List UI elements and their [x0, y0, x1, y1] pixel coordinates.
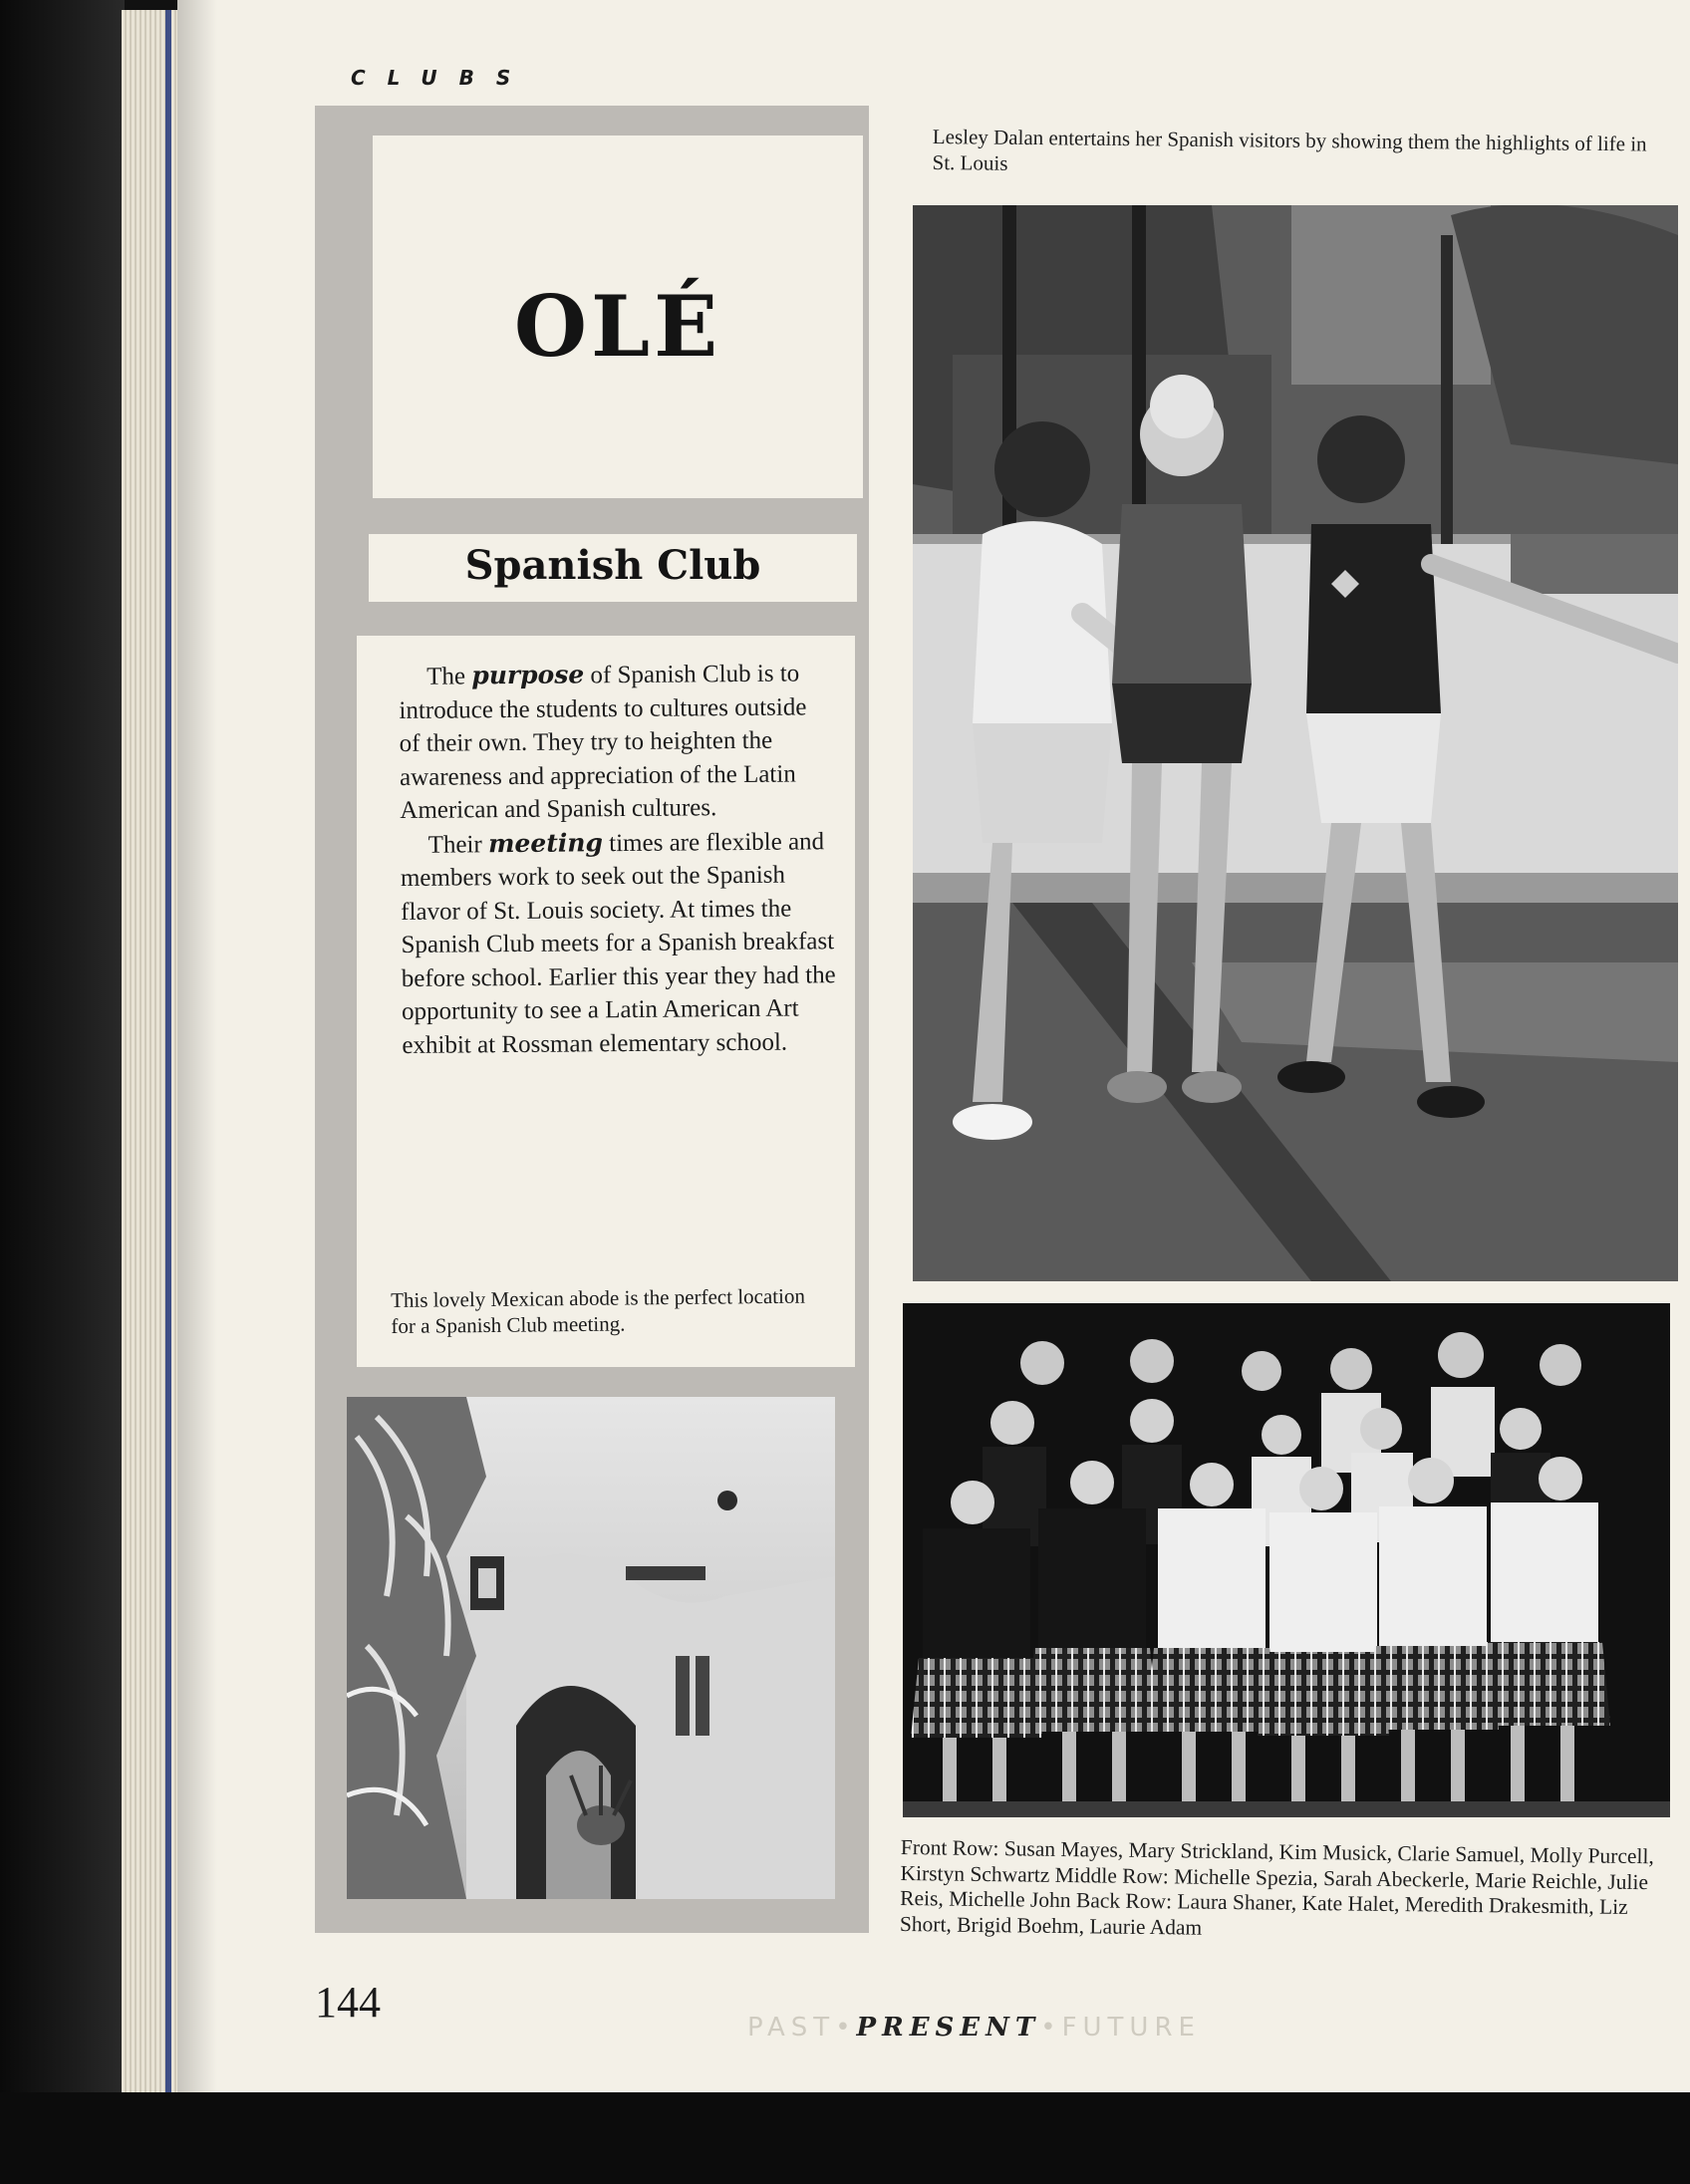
archway-photo [347, 1397, 835, 1899]
page-footer [747, 2013, 1201, 2043]
street-photo-illustration [913, 205, 1678, 1281]
book-spine-shadow [0, 0, 125, 2184]
paragraph-purpose [399, 656, 834, 827]
page-number: 144 [315, 1978, 381, 2027]
keyword-purpose: purpose [471, 660, 585, 690]
text: times are flexible and members work to seek out the Spanish flavor of St. Louis society. At times the Spanish Club meets for a Spanish breakfast before school. Earlier this year they had the opportunity to see a Latin American Art exhibit at Rossman elementary school. [400, 827, 836, 1059]
text: of Spanish Club is to introduce the students to cultures outside of their own. They try to heighten the awareness and appreciation of the Latin American and Spanish cultures. [399, 660, 807, 824]
club-name: Spanish Club [464, 542, 761, 589]
street-photo [913, 205, 1678, 1281]
group-photo-caption: Front Row: Susan Mayes, Mary Strickland, Kim Musick, Clarie Samuel, Molly Purcell, Kirstyn Schwartz Middle Row: Michelle Spezia, Sarah Abeckerle, Marie Reichle, Julie Reis, Michelle John Back Row: Laura Shaner, Kate Halet, Meredith Drakesmith, Liz Short, Brigid Boehm, Laurie Adam [899, 1835, 1654, 1940]
section-label: CLUBS [351, 66, 533, 90]
archway-photo-illustration [347, 1397, 835, 1899]
gutter-shadow [177, 0, 217, 2092]
club-description [399, 656, 837, 1062]
cover-edge [165, 10, 171, 2102]
keyword-meeting: meeting [487, 827, 604, 858]
group-photo-illustration [903, 1303, 1670, 1817]
text: Their [427, 830, 489, 859]
title-box [373, 136, 863, 498]
footer-future: FUTURE [1061, 2013, 1201, 2043]
club-name-box [369, 534, 857, 602]
footer-present: PRESENT [856, 2013, 1041, 2043]
background-surface [0, 2092, 1690, 2184]
footer-separator: • [835, 2013, 857, 2043]
footer-separator: • [1040, 2013, 1062, 2043]
abode-caption: This lovely Mexican abode is the perfect location for a Spanish Club meeting. [391, 1283, 806, 1338]
paragraph-meeting [400, 824, 836, 1062]
footer-past: PAST [747, 2013, 836, 2043]
page-title: OLÉ [513, 277, 722, 376]
group-photo [903, 1303, 1670, 1817]
description-box [357, 636, 855, 1367]
text: The [426, 663, 472, 690]
page-edges [122, 10, 179, 2102]
street-photo-caption: Lesley Dalan entertains her Spanish visitors by showing them the highlights of life in St. Louis [932, 124, 1647, 175]
